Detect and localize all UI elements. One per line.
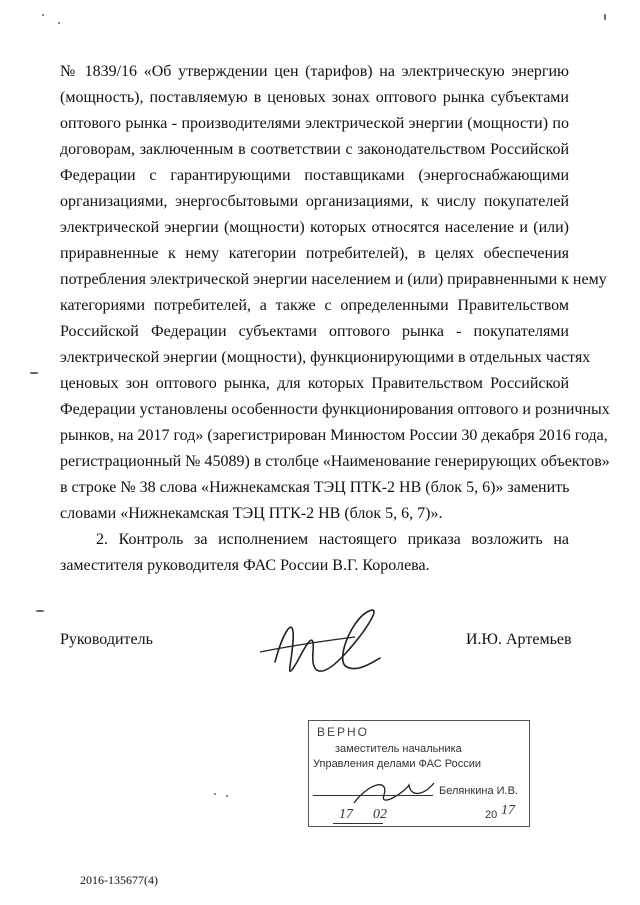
body-text-line: (мощность), поставляемую в ценовых зонах оптового рынка субъектами <box>60 89 569 106</box>
stamp-position-line: заместитель начальника <box>335 743 462 755</box>
scan-speck <box>604 14 606 20</box>
handwritten-signature <box>255 592 395 692</box>
certification-stamp <box>308 720 530 827</box>
body-text-line: № 1839/16 «Об утверждении цен (тарифов) на электрическую энергию <box>60 63 569 80</box>
signatory-title: Руководитель <box>60 631 153 648</box>
body-text-line: электрической энергии (мощности) которых относятся население и (или) <box>60 219 569 236</box>
body-text-line: ценовых зон оптового рынка, для которых Правительством Российской <box>60 375 569 392</box>
stamp-department-line: Управления делами ФАС России <box>313 758 481 770</box>
stamp-signature <box>349 773 439 813</box>
body-text-line: Федерации установлены особенности функционирования оптового и розничных <box>60 401 610 418</box>
stamp-date-line <box>333 823 383 824</box>
scan-speck <box>42 14 44 16</box>
stamp-date-day: 17 <box>339 807 353 822</box>
stamp-signer-name: Белянкина И.В. <box>439 785 518 797</box>
body-text-line: в строке № 38 слова «Нижнекамская ТЭЦ ПТК-2 НВ (блок 5, 6)» заменить <box>60 479 570 496</box>
item-2-text: 2. Контроль за исполнением настоящего приказа возложить на <box>96 531 569 548</box>
body-text-line: Российской Федерации субъектами оптового рынка - покупателями <box>60 323 569 340</box>
stamp-date-month: 02 <box>373 807 387 822</box>
body-text-line: организациями, энергосбытовыми организациями, к числу покупателей <box>60 193 569 210</box>
body-text-line: договорам, заключенным в соответствии с законодательством Российской <box>60 141 569 158</box>
body-text-line: заместителя руководителя ФАС России В.Г. Королева. <box>60 557 430 574</box>
body-text-line: электрической энергии (мощности), функционирующими в отдельных частях <box>60 349 591 366</box>
body-text-line: регистрационный № 45089) в столбце «Наименование генерирующих объектов» <box>60 453 610 470</box>
document-registration-number: 2016-135677(4) <box>80 873 158 887</box>
stamp-signature-line <box>313 795 433 796</box>
body-text-line: оптового рынка - производителями электрической энергии (мощности) по <box>60 115 569 132</box>
body-text-line: приравненные к нему категории потребителей), в целях обеспечения <box>60 245 569 262</box>
scan-speck <box>226 795 228 797</box>
body-text-line: Федерации с гарантирующими поставщиками (энергоснабжающими <box>60 167 569 184</box>
scan-speck <box>36 610 44 612</box>
body-text-line: словами «Нижнекамская ТЭЦ ПТК-2 НВ (блок 5, 6, 7)». <box>60 505 443 522</box>
scan-speck <box>214 793 216 795</box>
stamp-date-year-prefix: 20 <box>485 809 498 821</box>
stamp-date-year-suffix: 17 <box>501 803 515 818</box>
scan-speck <box>30 372 38 374</box>
body-text-line: категориями потребителей, а также с определенными Правительством <box>60 297 569 314</box>
body-text-line: потребления электрической энергии населением и (или) приравненными к нему <box>60 271 607 288</box>
stamp-verified-label: ВЕРНО <box>317 725 370 739</box>
scan-speck <box>58 22 60 24</box>
body-text-line: рынков, на 2017 год» (зарегистрирован Минюстом России 30 декабря 2016 года, <box>60 427 608 444</box>
signatory-name: И.Ю. Артемьев <box>466 631 572 648</box>
